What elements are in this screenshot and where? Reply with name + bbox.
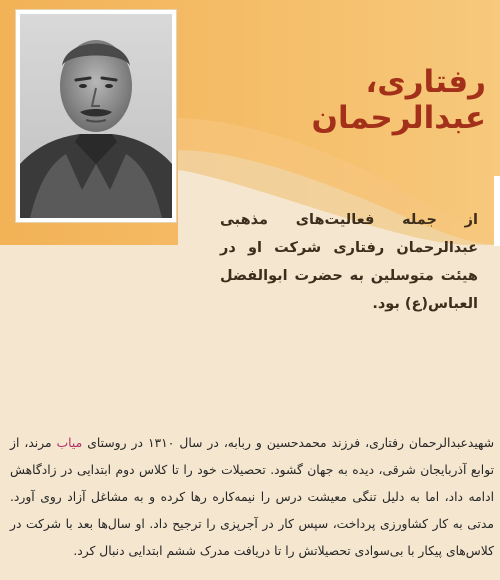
village-name-highlight: میاب <box>56 436 83 450</box>
biography-text-start: شهیدعبدالرحمان رفتاری، فرزند محمدحسین و ربابه، در سال ۱۳۱۰ در روستای <box>82 436 495 450</box>
pull-quote: از جمله فعالیت‌های مذهبی عبدالرحمان رفتاری شرکت او در هیئت متوسلین به حضرت ابوالفضل العباس(ع) بود. <box>220 212 478 312</box>
biography-paragraph <box>10 430 494 565</box>
portrait-frame <box>16 10 176 222</box>
portrait-photo <box>20 14 172 218</box>
edge-tab <box>494 176 500 246</box>
biography-text-rest: مرند، از توابع آذربایجان شرقی، دیده به جهان گشود. تحصیلات خود را تا کلاس دوم ابتدایی در زادگاهش ادامه داد، اما به دلیل تنگی معیشت درس را نیمه‌کاره رها کرده و به مشاغل آزاد روی آورد. مدتی به کار کشاورزی پرداخت، سپس کار در آجرپزی را ترجیح داد. او سال‌ها بعد با شرکت در کلاس‌های پیکار با بی‌سوادی تحصیلاتش را تا دریافت مدرک ششم ابتدایی دنبال کرد. <box>10 436 494 558</box>
page-title: رفتاری، عبدالرحمان <box>311 64 486 136</box>
